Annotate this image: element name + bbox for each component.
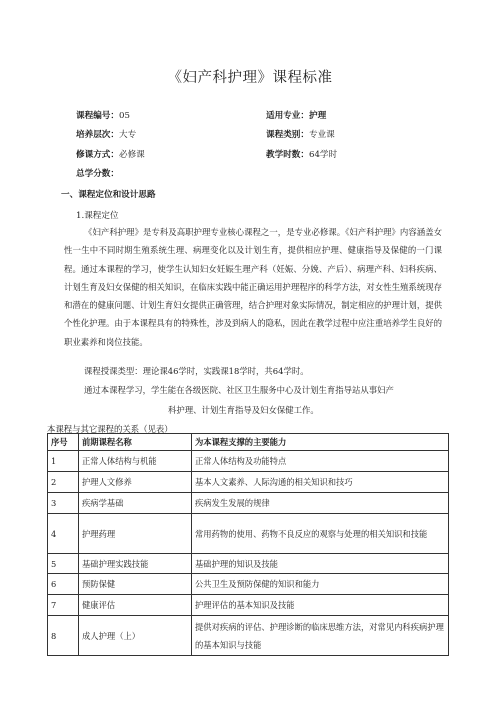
meta-major xyxy=(266,111,326,122)
mode-value: 必修课 xyxy=(118,150,145,160)
major-value: 护理 xyxy=(308,111,327,121)
course-positioning-paragraph xyxy=(64,223,442,351)
learning-outcome-line-2: 科护理、计划生育指导及妇女保健工作。 xyxy=(168,405,319,415)
table-header-row xyxy=(48,434,449,451)
row-no: 5 xyxy=(48,554,79,574)
level-value: 大专 xyxy=(118,130,137,140)
meta-hours xyxy=(266,150,337,161)
header-course-name: 前期课程名称 xyxy=(79,434,192,451)
meta-mode xyxy=(76,150,145,161)
row-course-name: 基础护理实践技能 xyxy=(79,554,192,574)
table-row xyxy=(48,514,449,554)
hours-label: 教学时数： xyxy=(266,150,309,160)
meta-course-code xyxy=(76,111,130,122)
row-ability: 基本人文素养、人际沟通的相关知识和技巧 xyxy=(192,472,449,493)
category-label: 课程类别： xyxy=(266,130,309,140)
row-ability: 提供对疾病的评估、护理诊断的临床思维方法，对常见内科疾病护理的基本知识与技能 xyxy=(192,616,449,656)
meta-credits xyxy=(76,169,119,180)
course-code-value: 05 xyxy=(118,111,130,121)
table-caption: 本课程与其它课程的关系（见表） xyxy=(47,424,173,434)
course-relation-table xyxy=(47,433,449,656)
table-row xyxy=(48,451,449,472)
row-course-name: 成人护理（上） xyxy=(79,616,192,656)
table-row xyxy=(48,493,449,514)
row-course-name: 正常人体结构与机能 xyxy=(79,451,192,472)
learning-outcome-line-1: 通过本课程学习，学生能在各级医院、社区卫生服务中心及计划生育指导站从事妇产 xyxy=(84,385,394,395)
row-no: 4 xyxy=(48,514,79,554)
row-ability: 基础护理的知识及技能 xyxy=(192,554,449,574)
row-ability: 常用药物的使用、药物不良反应的观察与处理的相关知识和技能 xyxy=(192,514,449,554)
header-ability: 为本课程支撑的主要能力 xyxy=(192,434,449,451)
row-ability: 正常人体结构及功能特点 xyxy=(192,451,449,472)
row-ability: 公共卫生及预防保健的知识和能力 xyxy=(192,574,449,595)
row-ability: 疾病发生发展的规律 xyxy=(192,493,449,514)
hours-value: 64学时 xyxy=(308,150,338,160)
major-label: 适用专业： xyxy=(266,111,309,121)
row-course-name: 健康评估 xyxy=(79,595,192,616)
header-no: 序号 xyxy=(48,434,79,451)
table-row xyxy=(48,574,449,595)
row-no: 8 xyxy=(48,616,79,656)
category-value: 专业课 xyxy=(308,130,335,140)
row-course-name: 护理药理 xyxy=(79,514,192,554)
row-course-name: 预防保健 xyxy=(79,574,192,595)
row-no: 6 xyxy=(48,574,79,595)
mode-label: 修课方式： xyxy=(76,150,119,160)
paragraph-text: 《妇产科护理》是专科及高职护理专业核心课程之一，是专业必修课。《妇产科护理》内容涵盖女性一生中不同时期生殖系统生理、病理变化以及计划生育，提供相应护理、健康指导及保健的一门课程。通过本课程的学习，使学生认知妇女妊娠生理产科（妊娠、分娩、产后）、病理产科、妇科疾病、计划生育及妇女保健的相关知识，在临床实践中能正确运用护理程序的科学方法，对女性生殖系统现存和潜在的健康问题、计划生育妇女提供正确管理，结合护理对象实际情况，制定相应的护理计划，提供个性化护理。由于本课程具有的特殊性，涉及到病人的隐私，因此在教学过程中应注重培养学生良好的职业素养和岗位技能。 xyxy=(64,227,442,347)
table-row xyxy=(48,554,449,574)
row-ability: 护理评估的基本知识及技能 xyxy=(192,595,449,616)
table-row xyxy=(48,616,449,656)
credits-label: 总学分数： xyxy=(76,169,119,179)
row-no: 7 xyxy=(48,595,79,616)
meta-category xyxy=(266,130,335,141)
subsection-heading: 1.课程定位 xyxy=(76,211,119,221)
meta-level xyxy=(76,130,136,141)
page-title: 《妇产科护理》课程标准 xyxy=(167,70,333,86)
row-no: 2 xyxy=(48,472,79,493)
teaching-type-line: 课程授课类型：理论课46学时，实践课18学时，共64学时。 xyxy=(84,366,309,376)
section-heading: 一、课程定位和设计思路 xyxy=(61,190,156,200)
row-no: 1 xyxy=(48,451,79,472)
row-no: 3 xyxy=(48,493,79,514)
row-course-name: 护理人文修养 xyxy=(79,472,192,493)
course-code-label: 课程编号： xyxy=(76,111,119,121)
row-course-name: 疾病学基础 xyxy=(79,493,192,514)
table-row xyxy=(48,472,449,493)
level-label: 培养层次： xyxy=(76,130,119,140)
table-row xyxy=(48,595,449,616)
